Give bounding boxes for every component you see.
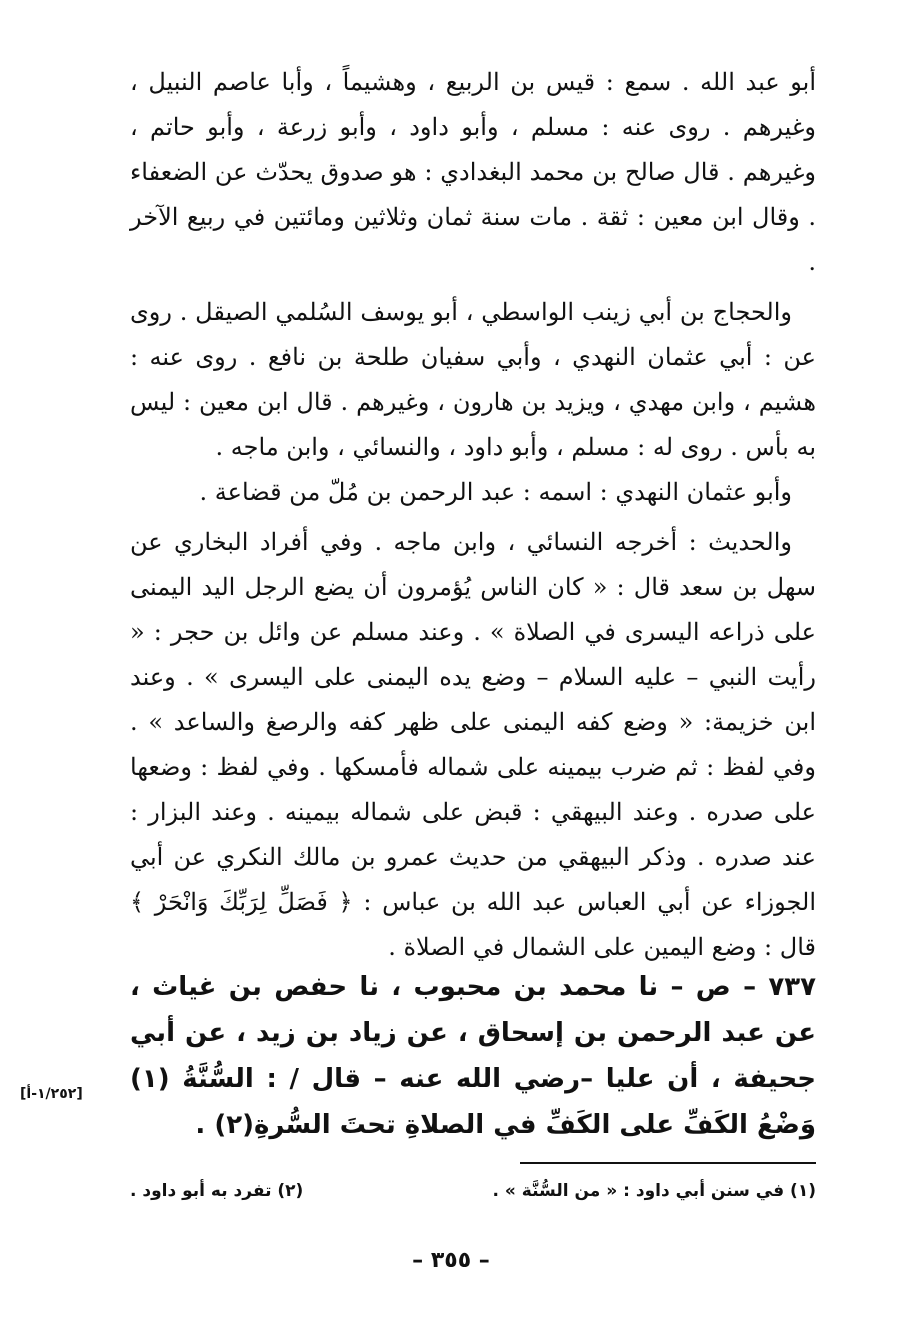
paragraph-biography-1: أبو عبد الله . سمع : قيس بن الربيع ، وهشيماً ، وأبا عاصم النبيل ، وغيرهم . روى عنه : مسلم ، وأبو داود ، وأبو زرعة ، وأبو حاتم ، وغيرهم . قال صالح بن محمد البغدادي : هو صدوق يحدّث عن الضعفاء . وقال ابن معين : ثقة . مات سنة ثمان وثلاثين ومائتين في ربيع الآخر . — [130, 68, 816, 276]
paragraph-hadith-sources: والحديث : أخرجه النسائي ، وابن ماجه . وفي أفراد البخاري عن سهل بن سعد قال : « كان الناس يُؤمرون أن يضع الرجل اليد اليمنى على ذراعه اليسرى في الصلاة » . وعند مسلم عن وائل بن حجر : « رأيت النبي – عليه السلام – وضع يده اليمنى على اليسرى » . وعند ابن خزيمة: « وضع كفه اليمنى على ظهر كفه والرصغ والساعد » . وفي لفظ : ثم ضرب بيمينه على شماله فأمسكها . وفي لفظ : وضعها على صدره . وعند البيهقي : قبض على شماله بيمينه . وعند البزار : عند صدره . وذكر البيهقي من حديث عمرو بن مالك النكري عن أبي الجوزاء عن أبي العباس عبد الله بن عباس : ﴿ فَصَلِّ لِرَبِّكَ وَانْحَرْ ﴾ قال : وضع اليمين على الشمال في الصلاة . — [130, 528, 816, 961]
footnote-2: (٢) تفرد به أبو داود . — [130, 1181, 304, 1201]
footnote-divider — [520, 1162, 816, 1164]
footnotes — [130, 1176, 816, 1206]
commentary-block-2 — [130, 290, 816, 515]
paragraph-biography-2: والحجاج بن أبي زينب الواسطي ، أبو يوسف السُلمي الصيقل . روى عن : أبي عثمان النهدي ، وأبي سفيان طلحة بن نافع . روى عنه : هشيم ، وابن مهدي ، ويزيد بن هارون ، وغيرهم . قال ابن معين : ليس به بأس . روى له : مسلم ، وأبو داود ، والنسائي ، وابن ماجه . — [130, 298, 816, 461]
hadith-text: ٧٣٧ – ص – نا محمد بن محبوب ، نا حفص بن غياث ، عن عبد الرحمن بن إسحاق ، عن زياد بن زيد ، عن أبي جحيفة ، أن عليا –رضي الله عنه – قال / : السُّنَّةُ (١) وَضْعُ الكَفِّ على الكَفِّ في الصلاةِ تحتَ السُّرةِ(٢) . — [130, 972, 816, 1140]
footnote-1: (١) في سنن أبي داود : « من السُّنَّة » . — [492, 1181, 816, 1201]
commentary-block-3 — [130, 520, 816, 970]
page-number: – ٣٥٥ – — [412, 1248, 490, 1273]
commentary-block-1 — [130, 60, 816, 285]
paragraph-abu-uthman: وأبو عثمان النهدي : اسمه : عبد الرحمن بن مُلّ من قضاعة . — [199, 478, 792, 506]
manuscript-folio-reference: [١/٢٥٢-أ] — [20, 1086, 83, 1102]
